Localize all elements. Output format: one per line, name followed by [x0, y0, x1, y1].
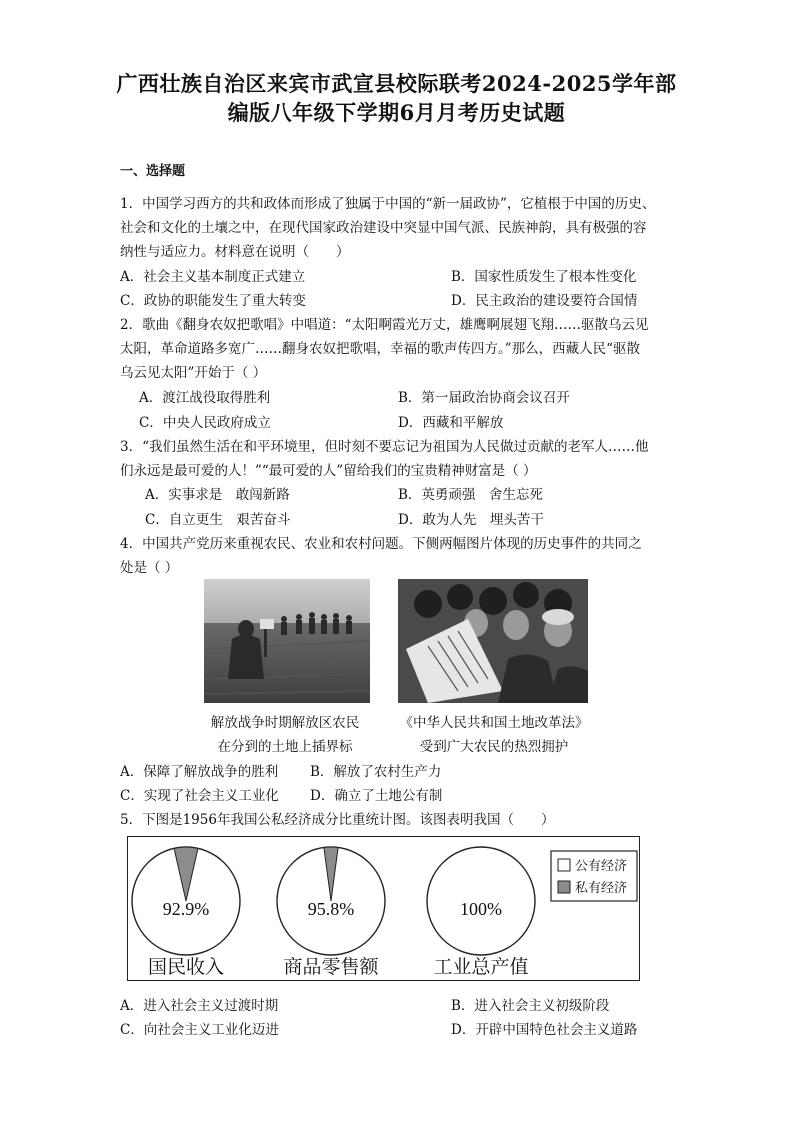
- pie-category-label-2: 商品零售额: [283, 956, 379, 978]
- q5-option-b[interactable]: B．进入社会主义初级阶段: [451, 998, 610, 1014]
- pie-category-label-3: 工业总产值: [433, 956, 529, 978]
- q2-option-c[interactable]: C．中央人民政府成立: [139, 415, 271, 431]
- pie-charts-svg: [128, 837, 638, 979]
- page-title-line2: 编版八年级下学期6月月考历史试题: [227, 100, 566, 125]
- q2-option-d[interactable]: D．西藏和平解放: [398, 415, 504, 431]
- pie-chart-panel: [127, 836, 640, 981]
- q4-option-d[interactable]: D．确立了土地公有制: [310, 788, 443, 804]
- q3-line1: 3．“我们虽然生活在和平环境里，但时刻不要忘记为祖国为人民做过贡献的老军人……他: [120, 439, 649, 455]
- page-title-line1: 广西壮族自治区来宾市武宣县校际联考2024-2025学年部: [116, 71, 677, 96]
- q3-option-a[interactable]: A．实事求是 敢闯新路: [145, 487, 290, 503]
- legend-swatch-2: [558, 881, 570, 893]
- q1-option-a[interactable]: A．社会主义基本制度正式建立: [120, 269, 306, 285]
- q1-line3: 纳性与适应力。材料意在说明（ ）: [120, 244, 350, 260]
- q4-line2: 处是（ ）: [120, 560, 179, 576]
- q5-option-c[interactable]: C．向社会主义工业化迈进: [120, 1022, 279, 1038]
- q5-option-d[interactable]: D．开辟中国特色社会主义道路: [451, 1022, 638, 1038]
- q3-option-c[interactable]: C．自立更生 艰苦奋斗: [145, 512, 291, 528]
- q1-option-c[interactable]: C．政协的职能发生了重大转变: [120, 293, 306, 309]
- q2-line1: 2．歌曲《翻身农奴把歌唱》中唱道：“太阳啊霞光万丈，雄鹰啊展翅飞翔……驱散乌云见: [120, 317, 649, 333]
- q2-line3: 乌云见太阳”开始于（ ）: [120, 365, 267, 381]
- q3-option-d[interactable]: D．敢为人先 埋头苦干: [398, 512, 544, 528]
- legend-swatch-1: [558, 859, 570, 871]
- q5-option-a[interactable]: A．进入社会主义过渡时期: [120, 998, 279, 1014]
- q4-caption-left-line1: 解放战争时期解放区农民: [210, 715, 360, 731]
- q3-option-b[interactable]: B．英勇顽强 舍生忘死: [398, 487, 543, 503]
- section-title: 一、选择题: [120, 164, 186, 179]
- q2-option-b[interactable]: B．第一届政治协商会议召开: [398, 390, 570, 406]
- q2-line2: 太阳，革命道路多宽广……翻身农奴把歌唱，幸福的歌声传四方。”那么，西藏人民“驱散: [120, 341, 641, 357]
- q5-line1: 5．下图是1956年我国公私经济成分比重统计图。该图表明我国（ ）: [120, 812, 555, 828]
- q1-option-d[interactable]: D．民主政治的建设要符合国情: [451, 293, 638, 309]
- q4-option-b[interactable]: B．解放了农村生产力: [310, 764, 442, 780]
- q4-option-c[interactable]: C．实现了社会主义工业化: [120, 788, 279, 804]
- pie-value-label-2: 95.8%: [307, 899, 355, 919]
- q2-option-a[interactable]: A．渡江战役取得胜利: [139, 390, 271, 406]
- pie-category-label-1: 国民收入: [147, 956, 225, 978]
- q4-caption-right-line1: 《中华人民共和国土地改革法》: [399, 715, 589, 731]
- q1-option-b[interactable]: B．国家性质发生了根本性变化: [451, 269, 637, 285]
- q1-line1: 1．中国学习西方的共和政体而形成了独属于中国的“新一届政协”，它植根于中国的历史、: [120, 196, 656, 212]
- q1-line2: 社会和文化的土壤之中，在现代国家政治建设中突显中国气派、民族神韵，具有极强的容: [120, 220, 647, 236]
- q4-line1: 4．中国共产党历来重视农民、农业和农村问题。下侧两幅图片体现的历史事件的共同之: [120, 536, 642, 552]
- legend-label-1: 公有经济: [575, 859, 628, 874]
- photo-land-reform-law-crowd: [398, 579, 588, 703]
- q4-caption-right-line2: 受到广大农民的热烈拥护: [419, 739, 569, 755]
- pie-value-label-3: 100%: [460, 899, 502, 919]
- q4-caption-left-line2: 在分到的土地上插界标: [217, 739, 353, 755]
- q3-line2: 们永远是最可爱的人！”“最可爱的人”留给我们的宝贵精神财富是（ ）: [120, 463, 537, 479]
- legend-label-2: 私有经济: [575, 881, 628, 896]
- photo-farmers-boundary-markers: [204, 579, 370, 703]
- pie-legend: [551, 851, 637, 901]
- pie-value-label-1: 92.9%: [162, 899, 210, 919]
- q4-option-a[interactable]: A．保障了解放战争的胜利: [120, 764, 279, 780]
